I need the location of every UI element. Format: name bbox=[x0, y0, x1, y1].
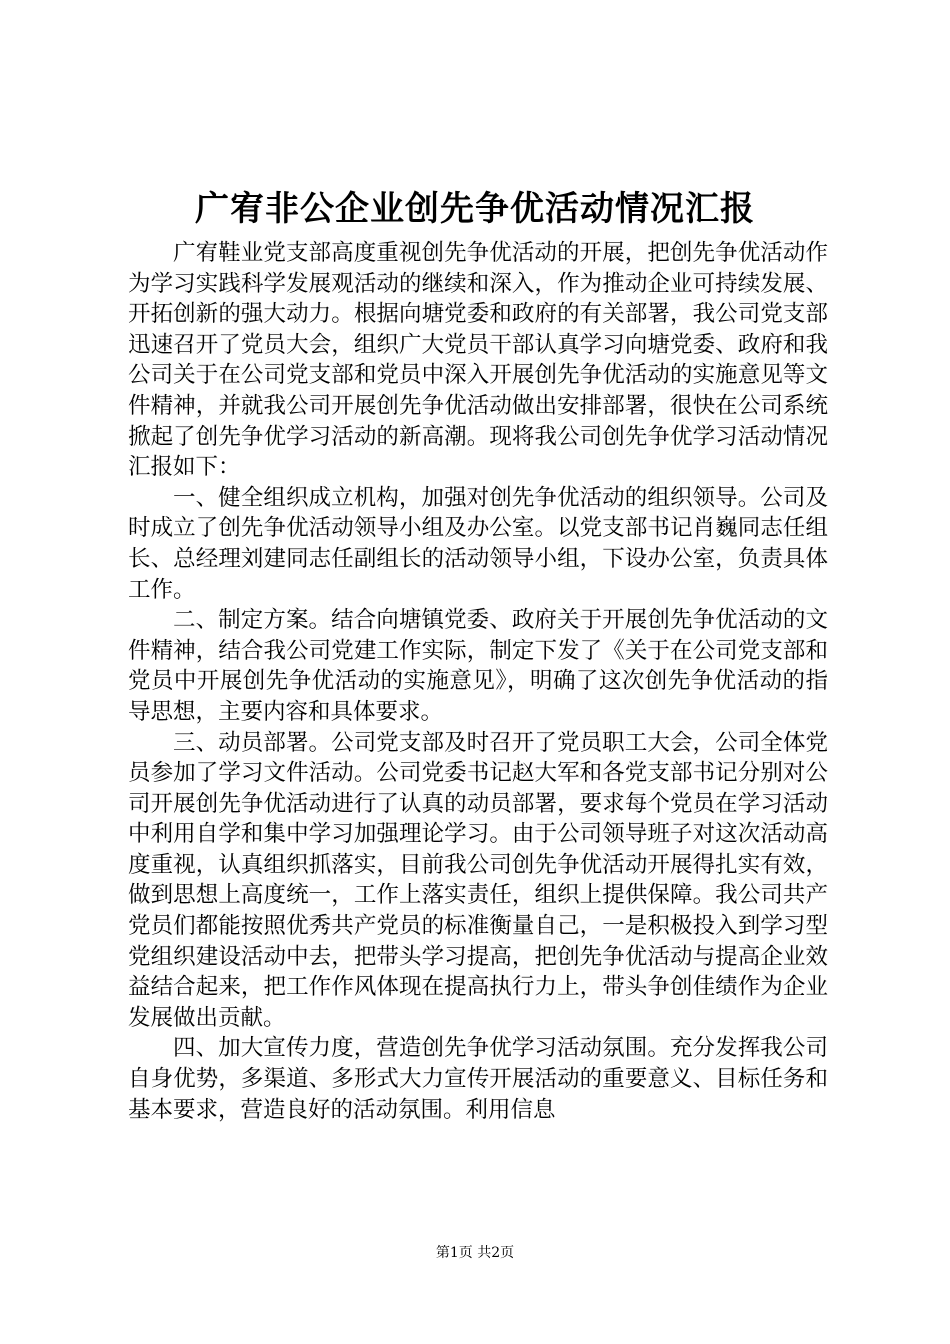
paragraph-section-3: 三、动员部署。公司党支部及时召开了党员职工大会，公司全体党员参加了学习文件活动。公司党委书记赵大军和各党支部书记分别对公司开展创先争优活动进行了认真的动员部署，要求每个党员在学习活动中利用自学和集中学习加强理论学习。由于公司领导班子对这次活动高度重视，认真组织抓落实，目前我公司创先争优活动开展得扎实有效，做到思想上高度统一，工作上落实责任，组织上提供保障。我公司共产党员们都能按照优秀共产党员的标准衡量自己，一是积极投入到学习型党组织建设活动中去，把带头学习提高，把创先争优活动与提高企业效益结合起来，把工作作风体现在提高执行力上，带头争创佳绩作为企业发展做出贡献。 bbox=[128, 729, 828, 1031]
paragraph-section-2: 二、制定方案。结合向塘镇党委、政府关于开展创先争优活动的文件精神，结合我公司党建工作实际，制定下发了《关于在公司党支部和党员中开展创先争优活动的实施意见》，明确了这次创先争优活动的指导思想，主要内容和具体要求。 bbox=[128, 607, 828, 725]
paragraph-section-1: 一、健全组织成立机构，加强对创先争优活动的组织领导。公司及时成立了创先争优活动领导小组及办公室。以党支部书记肖巍同志任组长、总经理刘建同志任副组长的活动领导小组，下设办公室，负责具体工作。 bbox=[128, 484, 828, 603]
paragraph-section-4: 四、加大宣传力度，营造创先争优学习活动氛围。充分发挥我公司自身优势，多渠道、多形式大力宣传开展活动的重要意义、目标任务和基本要求，营造良好的活动氛围。利用信息 bbox=[128, 1035, 828, 1123]
page-footer: 第1页 共2页 bbox=[435, 1245, 515, 1261]
paragraph-intro: 广宥鞋业党支部高度重视创先争优活动的开展，把创先争优活动作为学习实践科学发展观活动的继续和深入，作为推动企业可持续发展、开拓创新的强大动力。根据向塘党委和政府的有关部署，我公司党支部迅速召开了党员大会，组织广大党员干部认真学习向塘党委、政府和我公司关于在公司党支部和党员中深入开展创先争优活动的实施意见等文件精神，并就我公司开展创先争优活动做出安排部署，很快在公司系统掀起了创先争优学习活动的新高潮。现将我公司创先争优学习活动情况汇报如下： bbox=[128, 240, 828, 481]
document-body bbox=[128, 238, 828, 1125]
document-title: 广宥非公企业创先争优活动情况汇报 bbox=[195, 189, 755, 229]
